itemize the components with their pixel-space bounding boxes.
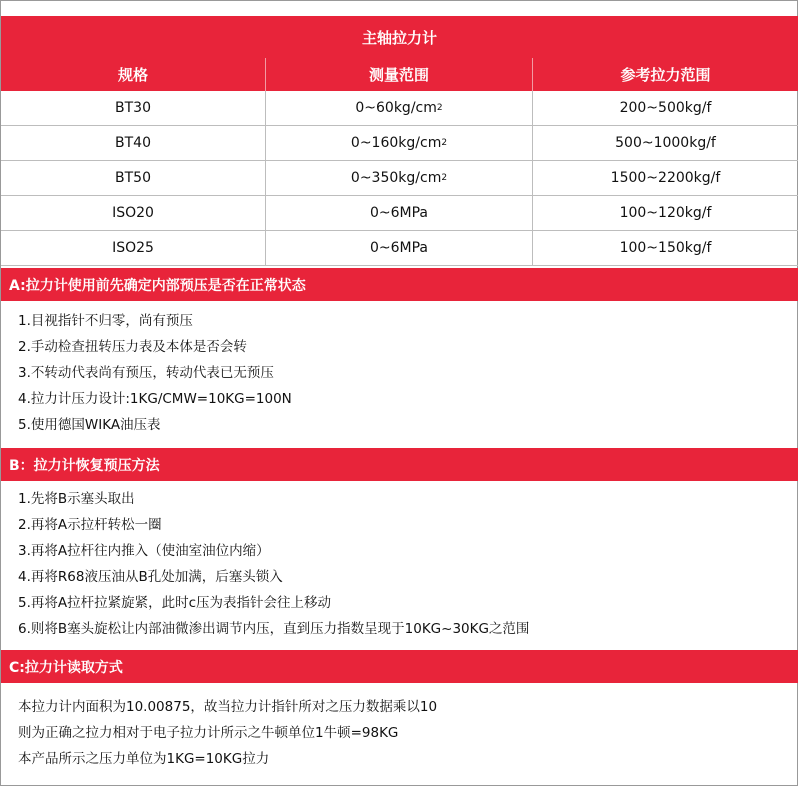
- section-a-line: 2.手动检查扭转压力表及本体是否会转: [18, 339, 247, 355]
- section-a-body: [1, 306, 798, 436]
- table-row: [1, 196, 798, 231]
- section-c-body: [1, 692, 798, 770]
- header-range: 测量范围: [266, 58, 533, 91]
- section-a-line: 4.拉力计压力设计:1KG/CMW=10KG=100N: [18, 391, 292, 407]
- section-a-heading: [1, 268, 798, 301]
- section-b-body: [1, 484, 798, 640]
- section-b-line: 6.则将B塞头旋松让内部油微渗出调节内压，直到压力指数呈现于10KG~30KG之范围: [18, 621, 530, 637]
- header-ref: 参考拉力范围: [620, 66, 711, 84]
- section-a-line: 5.使用德国WIKA油压表: [18, 417, 161, 433]
- section-c-heading: [1, 650, 798, 683]
- section-b-heading-text: B：拉力计恢复预压方法: [9, 457, 160, 474]
- section-c-line: 本产品所示之压力单位为1KG=10KG拉力: [18, 751, 270, 767]
- section-b-line: 1.先将B示塞头取出: [18, 491, 135, 507]
- cell-range: 0~350kg/cm 2: [266, 161, 533, 195]
- cell-range: [266, 231, 533, 265]
- section-b-line: 3.再将A拉杆往内推入（使油室油位内缩）: [18, 543, 270, 559]
- section-b-line: 5.再将A拉杆拉紧旋紧，此时c压为表指针会往上移动: [18, 595, 332, 611]
- cell-spec: BT30: [1, 91, 266, 125]
- cell-range: 0~60kg/cm 2: [266, 91, 533, 125]
- range-value: 0~6MPa: [369, 240, 429, 256]
- table-row: [1, 161, 798, 196]
- section-a-line: 3.不转动代表尚有预压，转动代表已无预压: [18, 365, 274, 381]
- table-row: [1, 126, 798, 161]
- cell-ref: 100~120kg/f: [619, 205, 712, 221]
- section-a-heading-text: A:拉力计使用前先确定内部预压是否在正常状态: [9, 277, 306, 294]
- range-value: 0~350kg/cm: [350, 170, 442, 186]
- range-value: 0~160kg/cm: [350, 135, 442, 151]
- section-b-heading: [1, 448, 798, 481]
- table-row: [1, 231, 798, 266]
- cell-ref: 1500~2200kg/f: [610, 170, 721, 186]
- cell-range: 0~160kg/cm 2: [266, 126, 533, 160]
- section-b-line: 4.再将R68液压油从B孔处加满，后塞头锁入: [18, 569, 283, 585]
- cell-spec: ISO25: [1, 231, 266, 265]
- cell-spec: ISO20: [1, 196, 266, 230]
- section-c-line: 则为正确之拉力相对于电子拉力计所示之牛顿单位1牛顿=98KG: [18, 725, 399, 741]
- range-value: 0~6MPa: [369, 205, 429, 221]
- table-header-row: [1, 58, 798, 91]
- cell-range: [266, 196, 533, 230]
- section-a-line: 1.目视指针不归零，尚有预压: [18, 313, 193, 329]
- header-spec: 规格: [1, 58, 266, 91]
- cell-ref: 100~150kg/f: [619, 240, 712, 256]
- range-value: 0~60kg/cm: [355, 100, 437, 116]
- cell-ref: 200~500kg/f: [619, 100, 712, 116]
- table-row: [1, 91, 798, 126]
- cell-spec: BT50: [1, 161, 266, 195]
- section-c-heading-text: C:拉力计读取方式: [9, 659, 123, 676]
- table-title-text: 主轴拉力计: [361, 28, 437, 47]
- cell-ref: 500~1000kg/f: [615, 135, 716, 151]
- cell-spec: BT40: [1, 126, 266, 160]
- table-title: [1, 16, 798, 58]
- table-body: [1, 91, 798, 266]
- section-b-line: 2.再将A示拉杆转松一圈: [18, 517, 162, 533]
- section-c-line: 本拉力计内面积为10.00875，故当拉力计指针所对之压力数据乘以10: [18, 699, 438, 715]
